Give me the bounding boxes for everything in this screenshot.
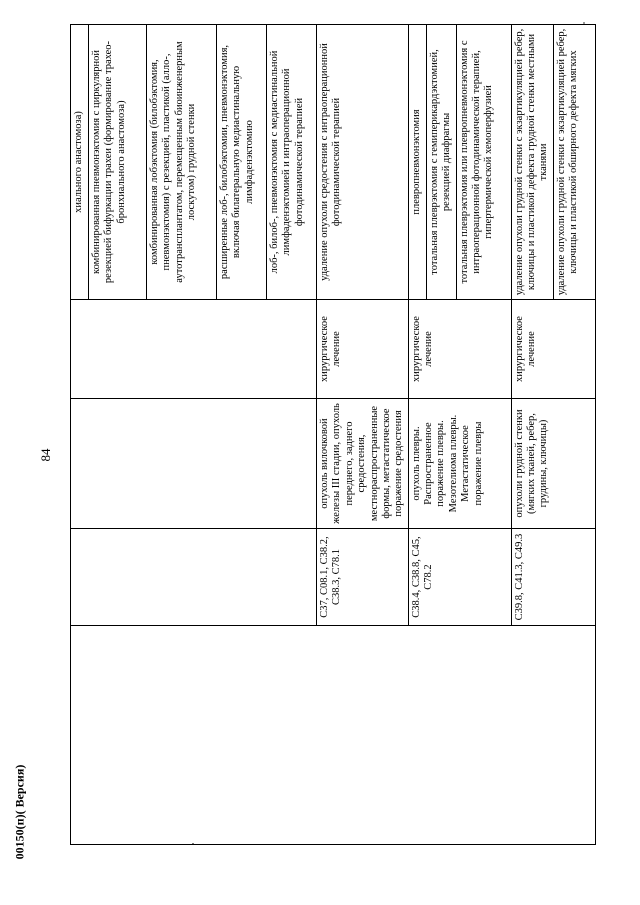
method-cell: тотальная плеврэктомия или плевропневмонэктомия с интраоперационной фотодинамической терапией, гипертермической хемоперфузией xyxy=(456,25,511,300)
method-cell: комбинированная лобэктомия (билобэктомия, пневмонэктомия) с резекцией, пластикой (алло-, аутотрансплантатом, перемещенным биоинженерным лоскутом) грудной стенки xyxy=(147,25,217,300)
method-cell: расширенные лоб-, билобэктомии, пневмонэктомия, включая билатеральную медиастинальную лимфаденэктомию xyxy=(217,25,267,300)
treatment-cell: хирургическое лечение xyxy=(408,300,511,399)
codes-cell xyxy=(71,529,317,626)
diagnosis-cell xyxy=(71,399,317,529)
method-cell: удаление опухоли средостения с интраоперационной фотодинамической терапией xyxy=(317,25,409,300)
method-cell: удаление опухоли грудной стенки с экзартикуляцией ребер, ключицы и пластикой дефекта грудной стенки местными тканями xyxy=(511,25,553,300)
diagnosis-cell: опухоль плевры. Распространенное поражение плевры. Мезотелиома плевры. Метастатическое поражение плевры xyxy=(408,399,511,529)
table-row xyxy=(71,25,89,845)
treatment-cell: хирургическое лечение xyxy=(317,300,409,399)
treatment-table-wrapper xyxy=(70,28,588,845)
treatment-methods-table xyxy=(70,24,596,845)
page-number: 84 xyxy=(38,448,53,462)
codes-cell: C38.4, C38.8, C45, C78.2 xyxy=(408,529,511,626)
method-cell: хиального анастомоза) xyxy=(71,25,89,300)
treatment-cell xyxy=(71,300,317,399)
method-cell: комбинированная пневмонэктомия с циркулярной резекцией бифуркации трахеи (формирование трахео-бронхиального анастомоза) xyxy=(89,25,147,300)
rotated-table-container xyxy=(70,28,588,845)
method-cell: тотальная плеврэктомия с гемиперикардэктомией, резекцией диафрагмы xyxy=(426,25,456,300)
method-cell: плевропневмонэктомия xyxy=(408,25,426,300)
codes-cell: C37, C08.1, C38.2, C38.3, C78.1 xyxy=(317,529,409,626)
diagnosis-cell: опухоли грудной стенки (мягких тканей, ребер, грудины, ключицы) xyxy=(511,399,595,529)
diagnosis-cell: опухоль вилочковой железы III стадии, опухоль переднего, заднего средостения, местнораспространенные формы, метастатическое поражение средостения xyxy=(317,399,409,529)
document-footer-code: 00150(п)( Версия) xyxy=(12,764,27,860)
method-cell: лоб-, билоб-, пневмонэктомия с медиастинальной лимфаденэктомией и интраоперационной фотодинамической терапией xyxy=(267,25,317,300)
codes-cell: C39.8, C41.3, C49.3 xyxy=(511,529,595,626)
treatment-cell: хирургическое лечение xyxy=(511,300,595,399)
method-cell: удаление опухоли грудной стенки с экзартикуляцией ребер, ключицы и пластикой обширного дефекта мягких xyxy=(553,25,595,300)
empty-column-cell xyxy=(71,626,596,845)
